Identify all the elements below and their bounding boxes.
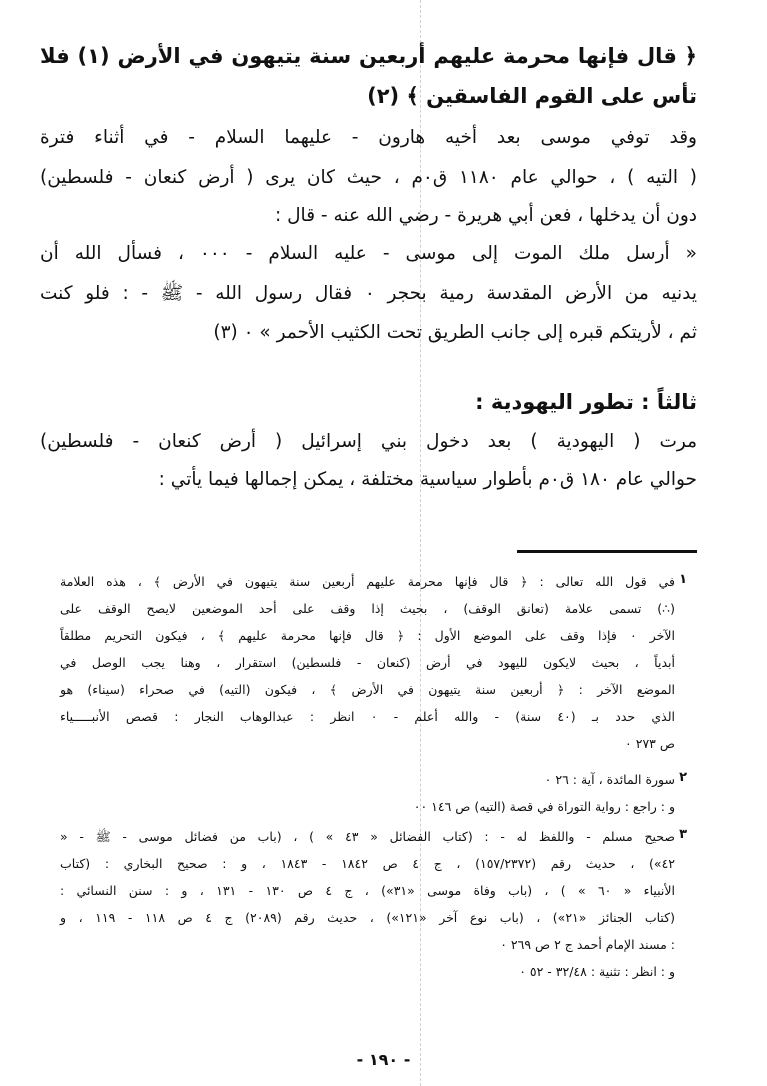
footnote-1-number: ١ — [679, 572, 687, 587]
footnote-1-line: الآخر ٠ فإذا وقف على الموضع الأول : ﴿ قال فإنها محرمة عليهم ﴾ ، فيكون التحريم مطلقاً — [60, 628, 675, 643]
footnote-3-line: : مسند الإمام أحمد ج ٢ ص ٢٦٩ ٠ — [500, 937, 675, 952]
footnote-3-line: (كتاب الجنائز «٢١») ، (باب نوع آخر «١٢١») ، حديث رقم (٢٠٨٩) ج ٤ ص ١١٨ - ١١٩ ، و — [60, 910, 675, 925]
footnote-2-line: و : راجع : رواية التوراة في قصة (التيه) ص ١٤٦ ٠٠ — [413, 799, 675, 814]
hadith-line-1: « أرسل ملك الموت إلى موسى - عليه السلام - ٠٠٠ ، فسأل الله أن — [40, 243, 698, 264]
footnote-1-line: ص ٢٧٣ ٠ — [625, 736, 675, 751]
footnote-3-number: ٣ — [679, 827, 687, 842]
footnote-3-line: و : انظر : تثنية : ٣٢/٤٨ - ٥٢ ٠ — [519, 964, 675, 979]
footnote-1-line: في قول الله تعالى : ﴿ قال فإنها محرمة عليهم أربعين سنة يتيهون في الأرض ﴾ ، هذه العلامة — [60, 574, 675, 589]
footnote-3-line: الأنبياء « ٦٠ » ) ، (باب وفاة موسى «٣١») ، ج ٤ ص ١٣٠ - ١٣١ ، و : سنن النسائي : — [60, 883, 675, 898]
footnote-1-line: أبدياً ، بحيث لايكون لليهود في أرض (كنعان - فلسطين) استقرار ، وهنا يجب الوصل في — [60, 655, 675, 670]
page-number: - ١٩٠ - — [356, 1050, 411, 1069]
paragraph1-line-2: ( التيه ) ، حوالي عام ١١٨٠ ق٠م ، حيث كان يرى ( أرض كنعان - فلسطين) — [40, 167, 697, 188]
footnote-2-number: ٢ — [679, 770, 687, 785]
section-heading: ثالثاً : تطور اليهودية : — [475, 390, 697, 414]
hadith-line-3: ثم ، لأريتكم قبره إلى جانب الطريق تحت الكثيب الأحمر » ٠ (٣) — [213, 322, 697, 343]
paragraph2-line-1: مرت ( اليهودية ) بعد دخول بني إسرائيل ( أرض كنعان - فلسطين) — [40, 431, 697, 452]
footnote-3-line: ٤٢») ، حديث رقم (١٥٧/٢٣٧٢) ، ج ٤ ص ١٨٤٢ - ١٨٤٣ ، و : صحيح البخاري : (كتاب — [60, 856, 676, 871]
hadith-line-2: يدنيه من الأرض المقدسة رمية بحجر ٠ فقال رسول الله - ﷺ - : فلو كنت — [40, 283, 697, 304]
footnote-2-line: سورة المائدة ، آية : ٢٦ ٠ — [544, 772, 675, 787]
paragraph2-line-2: حوالي عام ١٨٠ ق٠م بأطوار سياسية مختلفة ، يمكن إجمالها فيما يأتي : — [158, 469, 697, 490]
footnote-1-line: الموضع الآخر : ﴿ أربعين سنة يتيهون في الأرض ﴾ ، فيكون (التيه) في صحراء (سيناء) هو — [60, 682, 675, 697]
footnote-1-line: (∴) تسمى علامة (تعانق الوقف) ، بحيث إذا وقف على أحد الموضعين لايصح الوقف على — [60, 601, 675, 616]
footnote-1-line: الذي حدد بـ (٤٠ سنة) - والله أعلم - ٠ انظر : عبدالوهاب النجار : قصص الأنبـــــياء — [60, 709, 675, 724]
paragraph1-line-3: دون أن يدخلها ، فعن أبي هريرة - رضي الله عنه - قال : — [275, 205, 697, 226]
verse-line-2: تأس على القوم الفاسقين ﴾ (٢) — [367, 84, 697, 108]
verse-line-1: ﴿ قال فإنها محرمة عليهم أربعين سنة يتيهون في الأرض (١) فلا — [40, 44, 697, 68]
footnote-3-line: صحيح مسلم - واللفظ له - : (كتاب الفضائل « ٤٣ » ) ، (باب من فضائل موسى - ﷺ - « — [60, 829, 675, 844]
paragraph1-line-1: وقد توفي موسى بعد أخيه هارون - عليهما السلام - في أثناء فترة — [40, 127, 697, 148]
footnote-separator — [517, 550, 697, 553]
